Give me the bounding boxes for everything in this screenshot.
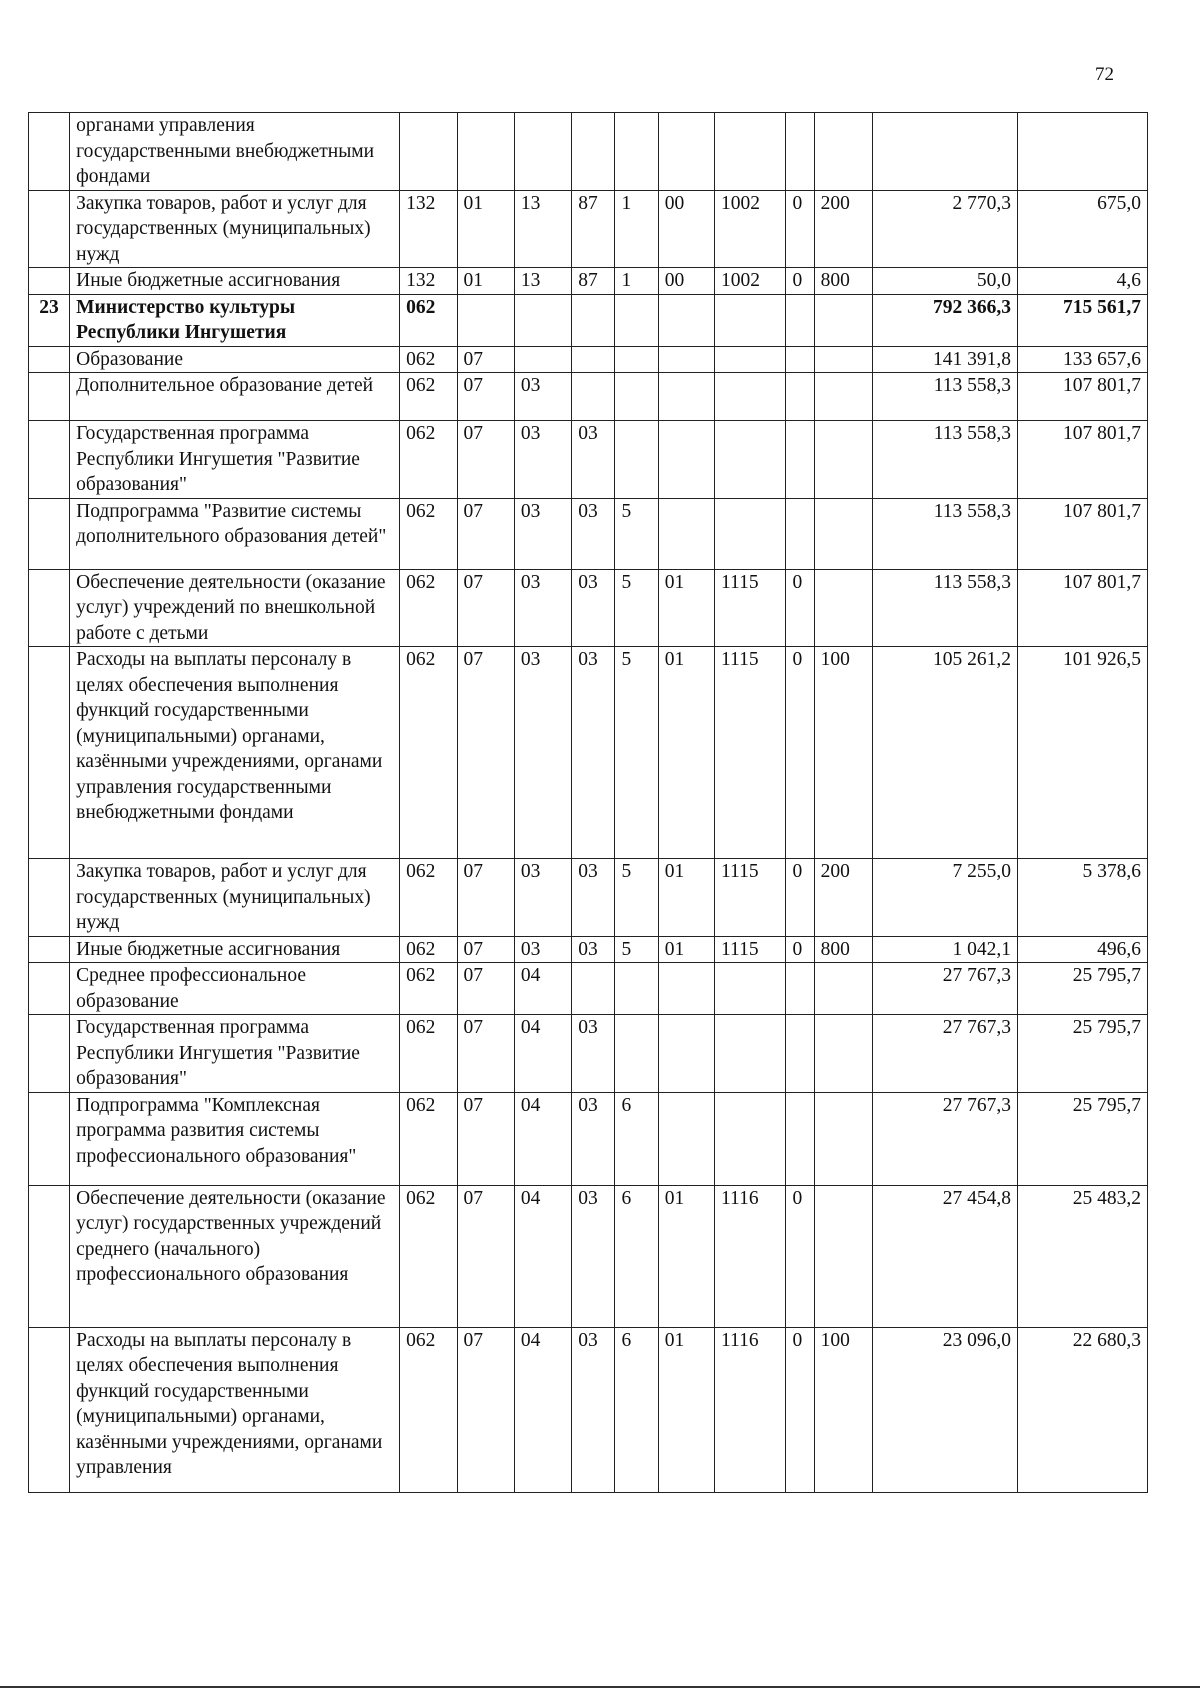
code-extra — [786, 373, 814, 421]
row-index: 23 — [29, 294, 70, 346]
code-activity: 01 — [658, 569, 714, 647]
code-program: 03 — [572, 498, 615, 569]
code-expense-type — [814, 294, 872, 346]
code-extra: 0 — [786, 569, 814, 647]
code-extra — [786, 963, 814, 1015]
row-name: Подпрограмма "Развитие системы дополнительного образования детей" — [70, 498, 400, 569]
code-expense-type: 100 — [814, 647, 872, 859]
code-expense-type — [814, 421, 872, 499]
amount-executed — [1018, 113, 1148, 191]
code-extra — [786, 346, 814, 373]
budget-table — [28, 112, 1148, 1493]
code-ministry: 062 — [400, 1015, 457, 1093]
code-extra — [786, 421, 814, 499]
code-section: 07 — [457, 569, 514, 647]
code-extra: 0 — [786, 1327, 814, 1492]
amount-planned: 27 767,3 — [873, 1092, 1018, 1185]
code-subsection: 03 — [514, 936, 571, 963]
code-direction — [715, 498, 786, 569]
code-subsection: 03 — [514, 569, 571, 647]
code-subprogram: 5 — [615, 859, 658, 937]
code-direction — [715, 294, 786, 346]
row-name: Иные бюджетные ассигнования — [70, 268, 400, 295]
code-section: 07 — [457, 647, 514, 859]
amount-planned: 105 261,2 — [873, 647, 1018, 859]
code-subprogram: 5 — [615, 498, 658, 569]
amount-planned: 113 558,3 — [873, 498, 1018, 569]
amount-executed: 133 657,6 — [1018, 346, 1148, 373]
code-subprogram: 5 — [615, 936, 658, 963]
table-row — [29, 421, 1148, 499]
amount-planned: 113 558,3 — [873, 373, 1018, 421]
code-subprogram: 5 — [615, 647, 658, 859]
row-index — [29, 1327, 70, 1492]
code-subprogram — [615, 346, 658, 373]
code-extra — [786, 294, 814, 346]
row-index — [29, 346, 70, 373]
code-program: 03 — [572, 1185, 615, 1327]
row-name: Иные бюджетные ассигнования — [70, 936, 400, 963]
code-expense-type: 800 — [814, 936, 872, 963]
code-program: 03 — [572, 1327, 615, 1492]
table-row — [29, 859, 1148, 937]
code-section: 07 — [457, 859, 514, 937]
code-program — [572, 294, 615, 346]
code-direction: 1115 — [715, 859, 786, 937]
code-subsection: 04 — [514, 963, 571, 1015]
code-ministry — [400, 113, 457, 191]
code-subprogram — [615, 963, 658, 1015]
code-program: 87 — [572, 190, 615, 268]
code-section: 07 — [457, 936, 514, 963]
code-activity — [658, 373, 714, 421]
amount-executed: 25 795,7 — [1018, 1092, 1148, 1185]
code-subsection: 04 — [514, 1015, 571, 1093]
code-expense-type: 100 — [814, 1327, 872, 1492]
code-direction — [715, 1092, 786, 1185]
code-ministry: 062 — [400, 569, 457, 647]
amount-planned: 141 391,8 — [873, 346, 1018, 373]
table-row — [29, 963, 1148, 1015]
amount-executed: 4,6 — [1018, 268, 1148, 295]
code-direction: 1115 — [715, 936, 786, 963]
row-index — [29, 373, 70, 421]
code-subprogram — [615, 1015, 658, 1093]
code-activity — [658, 346, 714, 373]
code-direction — [715, 421, 786, 499]
row-name: Закупка товаров, работ и услуг для государственных (муниципальных) нужд — [70, 859, 400, 937]
row-index — [29, 1092, 70, 1185]
code-activity — [658, 294, 714, 346]
code-extra: 0 — [786, 936, 814, 963]
code-subprogram: 1 — [615, 268, 658, 295]
row-name: Министерство культуры Республики Ингушетия — [70, 294, 400, 346]
amount-planned: 50,0 — [873, 268, 1018, 295]
amount-executed: 22 680,3 — [1018, 1327, 1148, 1492]
code-subsection: 13 — [514, 268, 571, 295]
code-activity: 00 — [658, 268, 714, 295]
page-number: 72 — [1095, 64, 1114, 85]
code-subprogram: 1 — [615, 190, 658, 268]
code-program: 03 — [572, 859, 615, 937]
code-expense-type — [814, 113, 872, 191]
code-ministry: 062 — [400, 1185, 457, 1327]
code-program: 03 — [572, 936, 615, 963]
code-direction — [715, 346, 786, 373]
code-subprogram — [615, 373, 658, 421]
amount-executed: 107 801,7 — [1018, 569, 1148, 647]
row-name: Обеспечение деятельности (оказание услуг) государственных учреждений среднего (начального) профессионального образования — [70, 1185, 400, 1327]
code-ministry: 062 — [400, 346, 457, 373]
code-direction: 1002 — [715, 190, 786, 268]
table-row — [29, 268, 1148, 295]
code-section: 07 — [457, 1015, 514, 1093]
code-subprogram: 6 — [615, 1092, 658, 1185]
code-extra: 0 — [786, 268, 814, 295]
table-row — [29, 936, 1148, 963]
row-index — [29, 498, 70, 569]
table-row — [29, 1185, 1148, 1327]
code-extra: 0 — [786, 1185, 814, 1327]
amount-planned: 27 767,3 — [873, 963, 1018, 1015]
code-program: 03 — [572, 569, 615, 647]
code-direction: 1002 — [715, 268, 786, 295]
row-name: Государственная программа Республики Ингушетия "Развитие образования" — [70, 1015, 400, 1093]
code-subsection — [514, 113, 571, 191]
code-activity — [658, 421, 714, 499]
row-name: Государственная программа Республики Ингушетия "Развитие образования" — [70, 421, 400, 499]
row-index — [29, 421, 70, 499]
code-activity: 01 — [658, 1185, 714, 1327]
code-section — [457, 294, 514, 346]
page-bottom-rule — [0, 1686, 1200, 1688]
code-ministry: 062 — [400, 421, 457, 499]
code-expense-type — [814, 1015, 872, 1093]
table-row — [29, 113, 1148, 191]
code-direction: 1115 — [715, 647, 786, 859]
amount-planned: 1 042,1 — [873, 936, 1018, 963]
code-activity — [658, 1092, 714, 1185]
table-row — [29, 1015, 1148, 1093]
row-index — [29, 113, 70, 191]
code-expense-type — [814, 346, 872, 373]
code-program: 03 — [572, 1092, 615, 1185]
code-subsection: 03 — [514, 859, 571, 937]
row-name: органами управления государственными внебюджетными фондами — [70, 113, 400, 191]
amount-executed: 107 801,7 — [1018, 421, 1148, 499]
code-subsection: 03 — [514, 373, 571, 421]
row-name: Обеспечение деятельности (оказание услуг) учреждений по внешкольной работе с детьми — [70, 569, 400, 647]
code-subprogram: 6 — [615, 1185, 658, 1327]
code-subprogram — [615, 421, 658, 499]
code-direction: 1116 — [715, 1185, 786, 1327]
code-direction: 1115 — [715, 569, 786, 647]
code-activity: 01 — [658, 647, 714, 859]
code-expense-type — [814, 373, 872, 421]
code-extra — [786, 113, 814, 191]
code-section: 01 — [457, 190, 514, 268]
code-activity — [658, 1015, 714, 1093]
code-program: 03 — [572, 1015, 615, 1093]
table-row — [29, 373, 1148, 421]
table-row — [29, 346, 1148, 373]
code-ministry: 062 — [400, 936, 457, 963]
row-name: Расходы на выплаты персоналу в целях обеспечения выполнения функций государственными (муниципальными) органами, казёнными учреждениями, органами управления — [70, 1327, 400, 1492]
code-activity: 01 — [658, 859, 714, 937]
row-index — [29, 190, 70, 268]
amount-planned: 27 454,8 — [873, 1185, 1018, 1327]
code-subsection: 13 — [514, 190, 571, 268]
amount-executed: 675,0 — [1018, 190, 1148, 268]
code-program: 03 — [572, 647, 615, 859]
code-extra: 0 — [786, 859, 814, 937]
code-subprogram — [615, 294, 658, 346]
amount-executed: 101 926,5 — [1018, 647, 1148, 859]
code-ministry: 062 — [400, 1327, 457, 1492]
row-index — [29, 859, 70, 937]
code-section: 07 — [457, 373, 514, 421]
code-program — [572, 113, 615, 191]
code-section: 01 — [457, 268, 514, 295]
code-section: 07 — [457, 346, 514, 373]
code-subsection — [514, 346, 571, 373]
code-expense-type — [814, 1185, 872, 1327]
code-ministry: 132 — [400, 268, 457, 295]
row-name: Расходы на выплаты персоналу в целях обеспечения выполнения функций государственными (муниципальными) органами, казёнными учреждениями, органами управления государственными внебюджетными фондами — [70, 647, 400, 859]
code-expense-type — [814, 963, 872, 1015]
amount-executed: 25 483,2 — [1018, 1185, 1148, 1327]
code-subsection: 04 — [514, 1092, 571, 1185]
code-direction: 1116 — [715, 1327, 786, 1492]
code-subsection: 04 — [514, 1185, 571, 1327]
row-name: Среднее профессиональное образование — [70, 963, 400, 1015]
code-section — [457, 113, 514, 191]
table-body — [29, 113, 1148, 1493]
row-index — [29, 1185, 70, 1327]
table-row — [29, 569, 1148, 647]
row-index — [29, 963, 70, 1015]
code-expense-type: 200 — [814, 859, 872, 937]
code-expense-type — [814, 569, 872, 647]
row-name: Подпрограмма "Комплексная программа развития системы профессионального образования" — [70, 1092, 400, 1185]
table-row — [29, 294, 1148, 346]
table-row — [29, 190, 1148, 268]
code-extra: 0 — [786, 190, 814, 268]
code-section: 07 — [457, 1092, 514, 1185]
amount-planned: 792 366,3 — [873, 294, 1018, 346]
code-activity — [658, 498, 714, 569]
code-extra: 0 — [786, 647, 814, 859]
code-subsection — [514, 294, 571, 346]
table-row — [29, 1092, 1148, 1185]
code-expense-type — [814, 498, 872, 569]
code-subsection: 03 — [514, 498, 571, 569]
code-ministry: 062 — [400, 373, 457, 421]
code-subsection: 04 — [514, 1327, 571, 1492]
code-activity: 01 — [658, 936, 714, 963]
row-name: Дополнительное образование детей — [70, 373, 400, 421]
row-index — [29, 1015, 70, 1093]
code-expense-type: 200 — [814, 190, 872, 268]
code-program: 03 — [572, 421, 615, 499]
code-ministry: 062 — [400, 963, 457, 1015]
code-activity: 00 — [658, 190, 714, 268]
amount-executed: 715 561,7 — [1018, 294, 1148, 346]
row-index — [29, 268, 70, 295]
row-name: Образование — [70, 346, 400, 373]
code-ministry: 132 — [400, 190, 457, 268]
amount-executed: 496,6 — [1018, 936, 1148, 963]
code-section: 07 — [457, 1327, 514, 1492]
code-ministry: 062 — [400, 1092, 457, 1185]
code-subprogram: 6 — [615, 1327, 658, 1492]
amount-planned: 2 770,3 — [873, 190, 1018, 268]
table-row — [29, 647, 1148, 859]
code-direction — [715, 963, 786, 1015]
code-subprogram — [615, 113, 658, 191]
amount-planned: 23 096,0 — [873, 1327, 1018, 1492]
row-index — [29, 936, 70, 963]
code-program — [572, 373, 615, 421]
code-activity: 01 — [658, 1327, 714, 1492]
code-ministry: 062 — [400, 647, 457, 859]
code-section: 07 — [457, 421, 514, 499]
table-row — [29, 1327, 1148, 1492]
code-extra — [786, 498, 814, 569]
code-ministry: 062 — [400, 294, 457, 346]
code-ministry: 062 — [400, 859, 457, 937]
row-index — [29, 569, 70, 647]
code-section: 07 — [457, 1185, 514, 1327]
amount-executed: 25 795,7 — [1018, 1015, 1148, 1093]
code-extra — [786, 1092, 814, 1185]
code-expense-type — [814, 1092, 872, 1185]
code-direction — [715, 373, 786, 421]
amount-executed: 107 801,7 — [1018, 373, 1148, 421]
amount-executed: 107 801,7 — [1018, 498, 1148, 569]
code-ministry: 062 — [400, 498, 457, 569]
amount-executed: 5 378,6 — [1018, 859, 1148, 937]
code-subsection: 03 — [514, 421, 571, 499]
amount-planned: 7 255,0 — [873, 859, 1018, 937]
code-activity — [658, 113, 714, 191]
amount-planned: 113 558,3 — [873, 569, 1018, 647]
amount-executed: 25 795,7 — [1018, 963, 1148, 1015]
code-expense-type: 800 — [814, 268, 872, 295]
code-subsection: 03 — [514, 647, 571, 859]
amount-planned — [873, 113, 1018, 191]
code-activity — [658, 963, 714, 1015]
code-direction — [715, 1015, 786, 1093]
row-name: Закупка товаров, работ и услуг для государственных (муниципальных) нужд — [70, 190, 400, 268]
amount-planned: 113 558,3 — [873, 421, 1018, 499]
code-program — [572, 963, 615, 1015]
code-program — [572, 346, 615, 373]
code-section: 07 — [457, 498, 514, 569]
code-direction — [715, 113, 786, 191]
amount-planned: 27 767,3 — [873, 1015, 1018, 1093]
code-section: 07 — [457, 963, 514, 1015]
code-subprogram: 5 — [615, 569, 658, 647]
row-index — [29, 647, 70, 859]
code-extra — [786, 1015, 814, 1093]
code-program: 87 — [572, 268, 615, 295]
table-row — [29, 498, 1148, 569]
